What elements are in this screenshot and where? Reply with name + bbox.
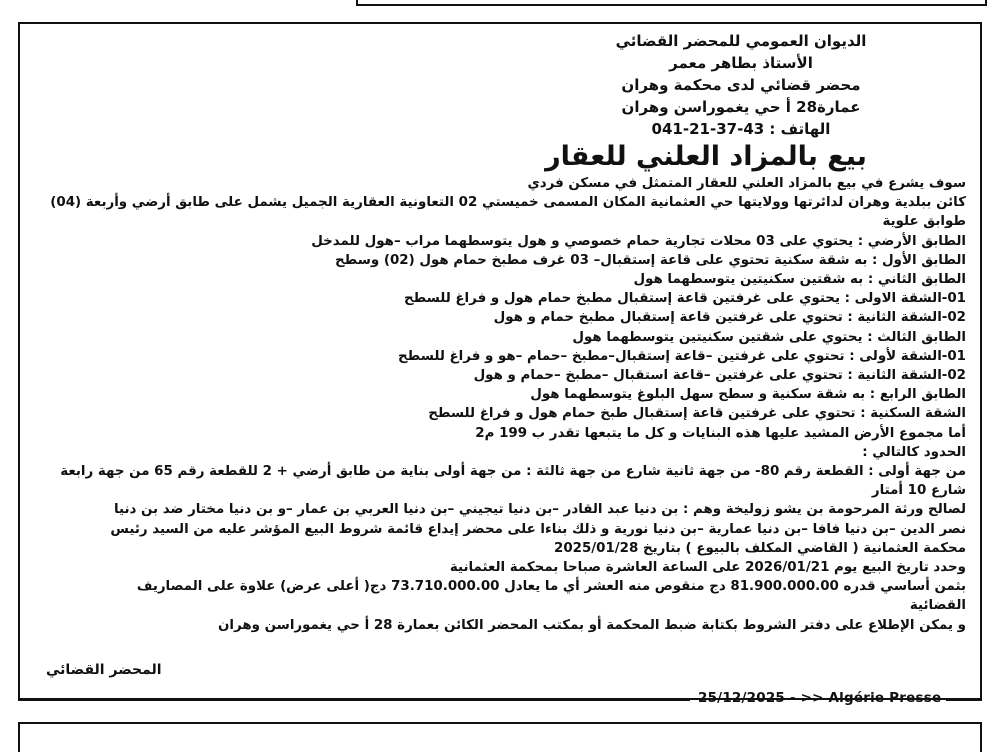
body-line: الطابق الأرضي : يحتوي على 03 محلات تجارية حمام خصوصي و هول يتوسطهما مراب –هول للمدخل xyxy=(311,233,966,249)
body-line: الطابق الأول : به شقة سكنية تحتوي على قاعة إستقبال– 03 غرف مطبخ حمام هول (02) وسطح xyxy=(335,252,966,268)
body-line: الطابق الثاني : به شقتين سكنيتين يتوسطهما هول xyxy=(633,272,966,288)
footer-rule xyxy=(18,698,690,701)
footer-rule xyxy=(946,698,982,701)
office-phone: الهاتف : 43-37-21-041 xyxy=(651,120,831,138)
body-line: القضائية xyxy=(909,598,966,614)
next-ad-border xyxy=(18,722,982,752)
body-line: لصالح ورثة المرحومة بن يشو زوليخة وهم : بن دنيا عبد القادر –بن دنيا تيجيني –بن دنيا العربي بن عمار –و بن دنيا مختار ضد بن دنيا xyxy=(113,502,966,518)
auction-headline: بيع بالمزاد العلني للعقار xyxy=(545,141,867,172)
body-line: الطابق الرابع : به شقة سكنية و سطح سهل البلوغ يتوسطهما هول xyxy=(530,387,966,403)
body-line: الحدود كالتالي : xyxy=(862,444,966,460)
bailiff-role: محضر قضائي لدى محكمة وهران xyxy=(621,76,861,94)
body-line: 02-الشقة الثانية : تحتوي على غرفتين قاعة إستقبال مطبخ حمام و هول xyxy=(493,310,966,326)
body-line: 01-الشقة لأولى : تحتوي على غرفتين –قاعة إستقبال–مطبخ –حمام –هو و فراغ للسطح xyxy=(398,348,966,364)
footer xyxy=(18,690,982,710)
source-tag: 25/12/2025 - >> Algérie Presse xyxy=(698,690,942,706)
bailiff-name: الأستاذ بطاهر معمر xyxy=(669,54,813,72)
body-line: الشقة السكنية : تحتوي على غرفتين قاعة إستقبال طبخ حمام هول و فراغ للسطح xyxy=(428,406,966,422)
body-line: 02-الشقة الثانية : تحتوي على غرفتين –قاعة استقبال –مطبخ –حمام و هول xyxy=(473,368,966,384)
body-line: وحدد تاريخ البيع يوم 2026/01/21 على الساعة العاشرة صباحا بمحكمة العثمانية xyxy=(449,560,966,576)
body-line: سوف يشرع في بيع بالمزاد العلني للعقار المتمثل في مسكن فردي xyxy=(527,176,966,191)
body-line: 01-الشقة الاولى : يحتوي على غرفتين قاعة إستقبال مطبخ حمام هول و فراغ للسطح xyxy=(403,291,966,307)
body-line: نصر الدين –بن دنيا فافا –بن دنيا عمارية –بن دنيا نورية و ذلك بناءا على محضر إيداع قائمة شروط البيع المؤشر عليه من السيد رئيس xyxy=(110,521,966,537)
signature: المحضر القضائي xyxy=(46,662,162,678)
office-title: الديوان العمومي للمحضر القضائي xyxy=(615,32,867,50)
auction-body xyxy=(40,174,966,635)
body-line: كائن ببلدية وهران لدائرتها وولايتها حي العثمانية المكان المسمى خميستي 02 التعاونية العقارية الجميل يشمل على طابق أرضي وأربعة (04) xyxy=(50,195,966,211)
body-line: من جهة أولى : القطعة رقم 80- من جهة ثانية شارع من جهة ثالثة : من جهة أولى بناية من طابق أرضي + 2 للقطعة رقم 65 من جهة رابعة xyxy=(60,464,966,480)
body-line: بثمن أساسي قدره 81.900.000.00 دج منقوص منه العشر أي ما يعادل 73.710.000.00 دج( أعلى عرض) علاوة على المصاريف xyxy=(136,579,966,595)
body-line: و يمكن الإطلاع على دفتر الشروط بكتابة ضبط المحكمة أو بمكتب المحضر الكائن بعمارة 28 أ حي يغموراسن وهران xyxy=(217,617,966,633)
office-address: عمارة28 أ حي يغموراسن وهران xyxy=(621,98,861,116)
ad-content xyxy=(40,30,966,635)
body-line: أما مجموع الأرض المشيد عليها هذه البنايات و كل ما يتبعها تقدر ب 199 م2 xyxy=(475,425,966,441)
body-line: طوابق علوية xyxy=(882,214,966,230)
body-line: محكمة العثمانية ( القاضي المكلف بالبيوع ) بتاريخ 2025/01/28 xyxy=(554,540,966,556)
body-line: شارع 10 أمتار xyxy=(871,483,966,499)
previous-ad-border xyxy=(356,0,987,6)
body-line: الطابق الثالث : يحتوي على شقتين سكنيتين يتوسطهما هول xyxy=(572,329,966,345)
